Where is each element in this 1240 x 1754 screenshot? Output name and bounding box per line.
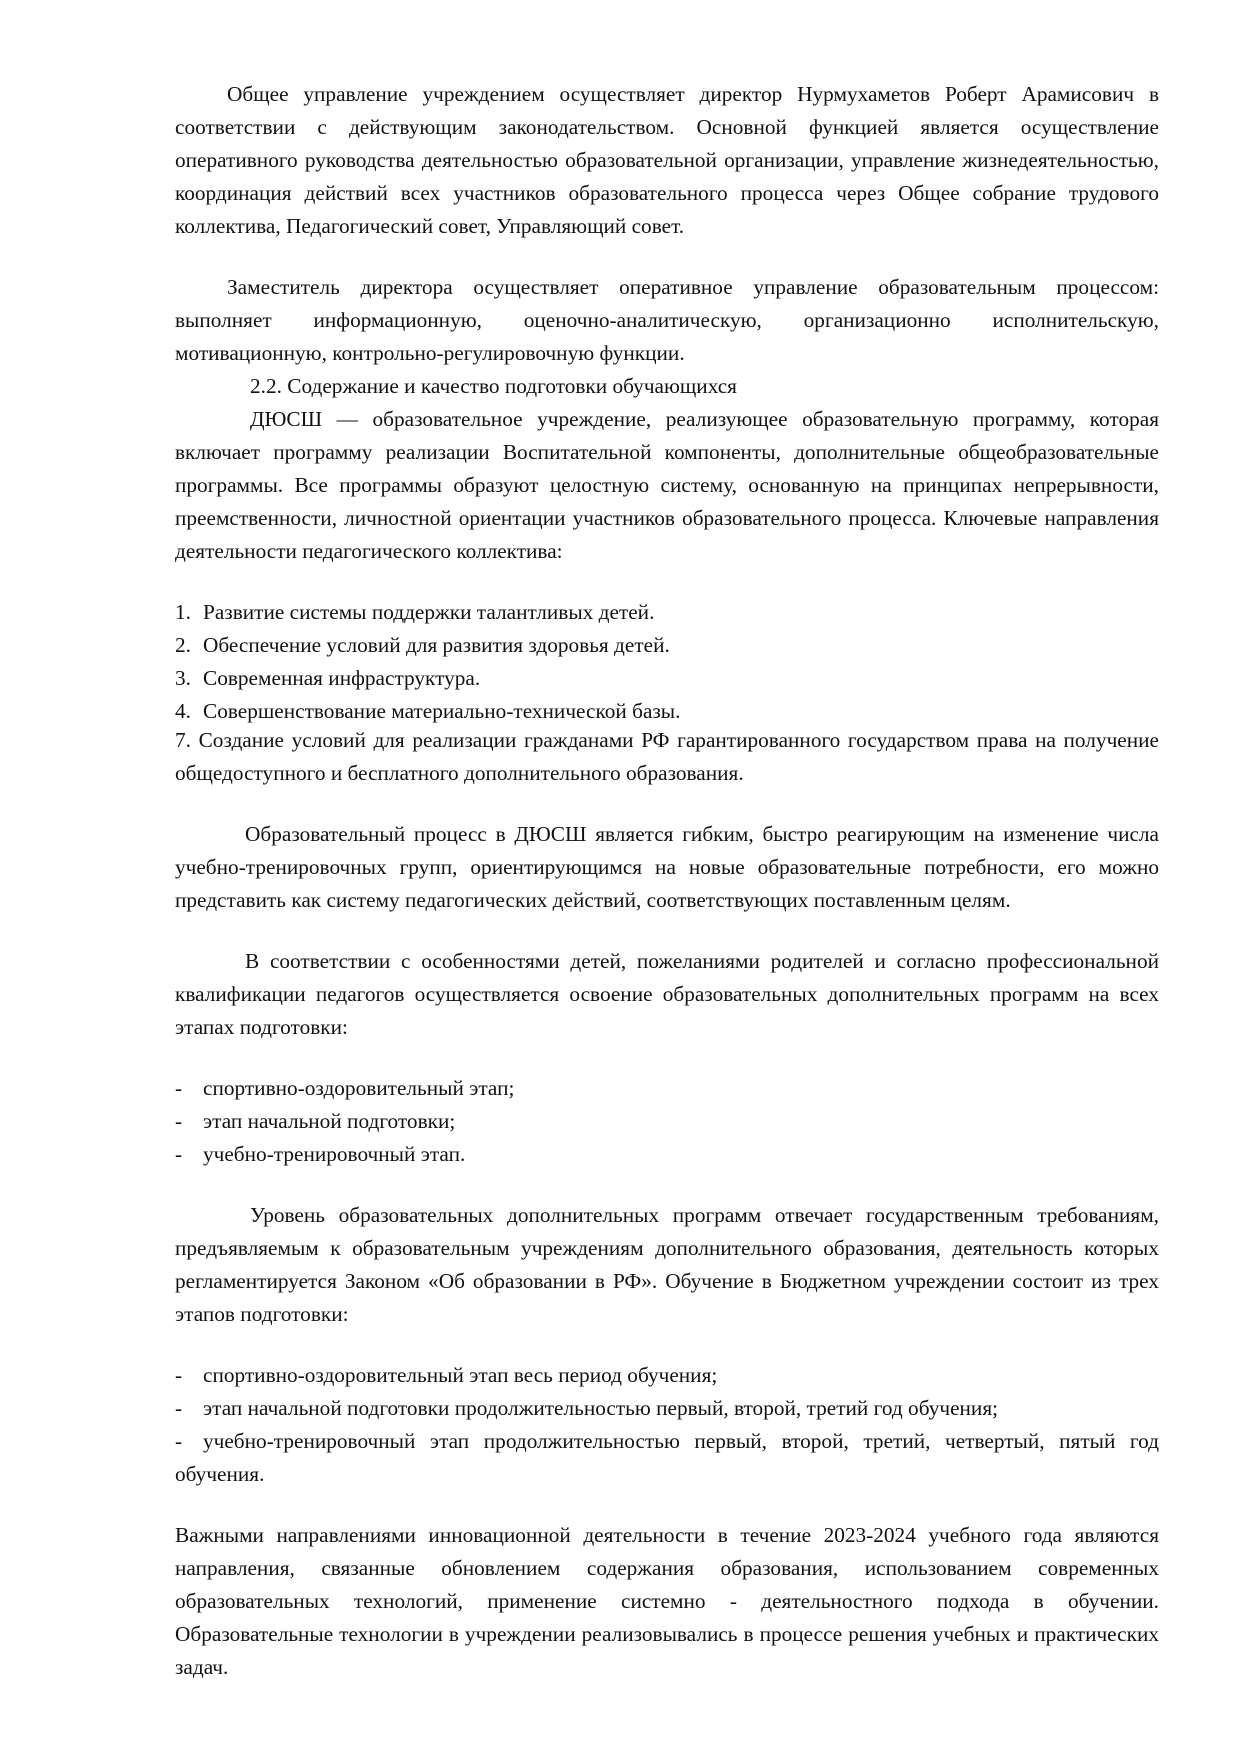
spacer xyxy=(175,917,1159,945)
directions-list xyxy=(175,596,1159,728)
spacer xyxy=(175,1044,1159,1072)
list-item-text: Совершенствование материально-технической базы. xyxy=(203,699,681,723)
list-item-dash: - xyxy=(175,1076,183,1100)
list-item-text: учебно-тренировочный этап продолжительностью первый, второй, третий, четвертый, пятый год обучения. xyxy=(175,1429,1159,1486)
paragraph-school-description: ДЮСШ — образовательное учреждение, реализующее образовательную программу, которая включает программу реализации Воспитательной компоненты, дополнительные общеобразовательные программы. Все программы образуют целостную систему, основанную на принципах непрерывности, преемственности, личностной ориентации участников образовательного процесса. Ключевые направления деятельности педагогического коллектива: xyxy=(175,407,1159,563)
list-item-dash: - xyxy=(175,1142,183,1166)
stages-duration-list xyxy=(175,1359,1159,1491)
list-item-text: Развитие системы поддержки талантливых детей. xyxy=(203,600,655,624)
list-item-dash: - xyxy=(175,1363,183,1387)
list-item-text: Обеспечение условий для развития здоровья детей. xyxy=(203,633,670,657)
paragraph-management: Общее управление учреждением осуществляет директор Нурмухаметов Роберт Арамисович в соответствии с действующим законодательством. Основной функцией является осуществление оперативного руководства деятельностью образовательной организации, управление жизнедеятельностью, координация действий всех участников образовательного процесса через Общее собрание трудового коллектива, Педагогический совет, Управляющий совет. xyxy=(175,82,1159,238)
paragraph-programs-mastery: В соответствии с особенностями детей, пожеланиями родителей и согласно профессиональной квалификации педагогов осуществляется освоение образовательных дополнительных программ на всех этапах подготовки: xyxy=(175,949,1159,1039)
list-item xyxy=(175,629,1159,662)
list-item-number: 4. xyxy=(175,699,191,723)
list-item-number: 3. xyxy=(175,666,191,690)
list-item xyxy=(175,662,1159,695)
list-item-dash: - xyxy=(175,1109,183,1133)
list-item-dash: - xyxy=(175,1396,183,1420)
paragraph-item-seven: 7. Создание условий для реализации гражданами РФ гарантированного государством права на получение общедоступного и бесплатного дополнительного образования. xyxy=(175,728,1159,785)
stages-list xyxy=(175,1072,1159,1171)
paragraph-programs-level: Уровень образовательных дополнительных программ отвечает государственным требованиям, предъявляемым к образовательным учреждениям дополнительного образования, деятельность которых регламентируется Законом «Об образовании в РФ». Обучение в Бюджетном учреждении состоит из трех этапов подготовки: xyxy=(175,1203,1159,1326)
list-item-text: спортивно-оздоровительный этап; xyxy=(203,1076,515,1100)
list-item-dash: - xyxy=(175,1429,183,1453)
paragraph-educational-process: Образовательный процесс в ДЮСШ является гибким, быстро реагирующим на изменение числа учебно-тренировочных групп, ориентирующимся на новые образовательные потребности, его можно представить как систему педагогических действий, соответствующих поставленным целям. xyxy=(175,822,1159,912)
list-item-text: спортивно-оздоровительный этап весь период обучения; xyxy=(203,1363,718,1387)
section-heading: 2.2. Содержание и качество подготовки обучающихся xyxy=(250,374,737,398)
list-item xyxy=(175,1392,1159,1425)
document-page xyxy=(175,78,1159,1684)
list-item xyxy=(175,1072,1159,1105)
list-item-text: Современная инфраструктура. xyxy=(203,666,481,690)
list-item-number: 1. xyxy=(175,600,191,624)
spacer xyxy=(175,1171,1159,1199)
list-item xyxy=(175,596,1159,629)
list-item xyxy=(175,1138,1159,1171)
list-item xyxy=(175,1425,1159,1491)
spacer xyxy=(175,568,1159,596)
spacer xyxy=(175,790,1159,818)
spacer xyxy=(175,1491,1159,1519)
spacer xyxy=(175,243,1159,271)
list-item-text: этап начальной подготовки; xyxy=(203,1109,456,1133)
paragraph-innovation: Важными направлениями инновационной деятельности в течение 2023-2024 учебного года являются направления, связанные обновлением содержания образования, использованием современных образовательных технологий, применение системно - деятельностного подхода в обучении. Образовательные технологии в учреждении реализовывались в процессе решения учебных и практических задач. xyxy=(175,1523,1159,1679)
list-item xyxy=(175,1359,1159,1392)
spacer xyxy=(175,1331,1159,1359)
paragraph-deputy: Заместитель директора осуществляет оперативное управление образовательным процессом: выполняет информационную, оценочно-аналитическую, организационно исполнительскую, мотивационную, контрольно-регулировочную функции. xyxy=(175,275,1159,365)
list-item-text: учебно-тренировочный этап. xyxy=(203,1142,466,1166)
list-item xyxy=(175,1105,1159,1138)
list-item-text: этап начальной подготовки продолжительностью первый, второй, третий год обучения; xyxy=(203,1396,999,1420)
list-item-number: 2. xyxy=(175,633,191,657)
